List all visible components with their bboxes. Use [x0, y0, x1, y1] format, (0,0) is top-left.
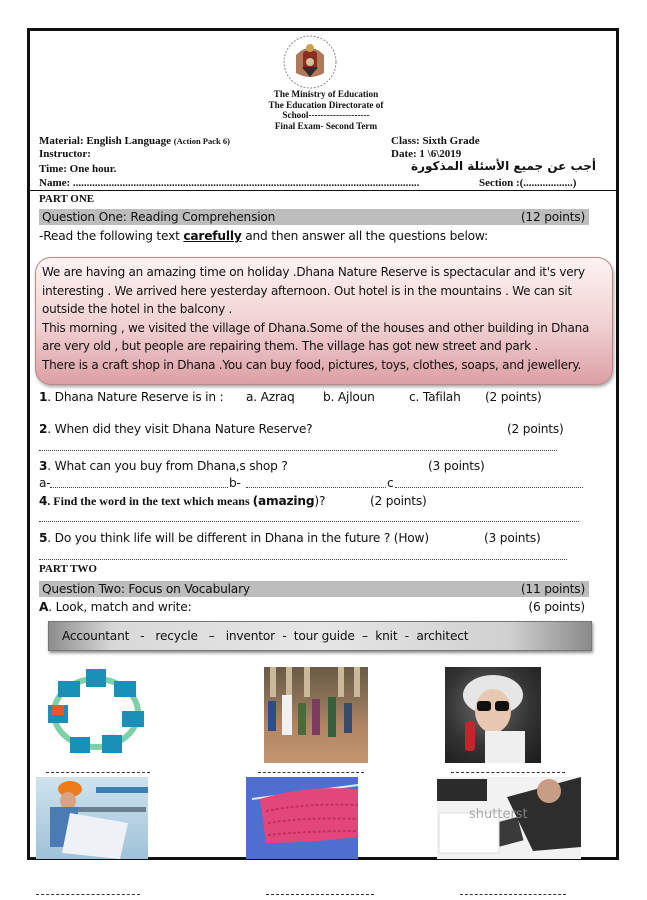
- question-text: . When did they visit Dhana Nature Reserve?: [47, 422, 313, 436]
- question-two-title: Question Two: Focus on Vocabulary: [42, 582, 250, 596]
- question-number: 5: [39, 531, 48, 545]
- passage-line: This morning , we visited the village of Dhana.Some of the houses and other building in Dhana: [42, 320, 590, 335]
- question-one-points: (12 points): [520, 210, 585, 224]
- word-bank-box: [48, 621, 592, 651]
- question-2: [39, 422, 599, 436]
- recycle-cycle-picture: [42, 667, 150, 759]
- instruction-text-end: and then answer all the questions below:: [241, 229, 488, 243]
- question-number: 4: [39, 494, 48, 508]
- question-text: . Find the word in the text which means: [47, 494, 253, 508]
- header-divider: [30, 190, 616, 191]
- knitting-picture: [246, 777, 358, 859]
- question-text-end: )?: [314, 494, 326, 508]
- date-field: Date: 1 \6\2019: [391, 148, 462, 160]
- class-field: Class: Sixth Grade: [391, 135, 480, 147]
- time-field: Time: One hour.: [39, 163, 117, 175]
- reading-passage-box: [35, 257, 613, 385]
- passage-line: There is a craft shop in Dhana .You can buy food, pictures, toys, clothes, soaps, and jewellery.: [42, 357, 582, 372]
- question-text: . Dhana Nature Reserve is in :: [47, 390, 224, 404]
- answer-line-b[interactable]: [246, 487, 386, 488]
- question-5: [39, 531, 599, 545]
- answer-label-b: b-: [229, 476, 241, 490]
- reading-instruction: [39, 229, 488, 243]
- answer-line-picture-3[interactable]: [451, 772, 565, 773]
- question-one-bar: [39, 209, 589, 225]
- architect-picture: [36, 777, 148, 859]
- vocab-sub-question: [39, 600, 589, 614]
- question-3-answers: [39, 476, 584, 490]
- passage-line: outside the hotel in the balcony .: [42, 302, 233, 316]
- sub-question-text: . Look, match and write:: [48, 600, 192, 614]
- question-two-bar: [39, 581, 589, 597]
- answer-line-picture-6[interactable]: [460, 894, 566, 895]
- sub-question-points: (6 points): [528, 600, 585, 614]
- question-3: [39, 459, 599, 473]
- tour-group-picture: [264, 667, 368, 763]
- instructor-field: Instructor:: [39, 148, 91, 160]
- ministry-title: The Ministry of Education: [273, 89, 379, 99]
- option-c[interactable]: c. Tafilah: [409, 390, 461, 404]
- sub-question-label: A: [39, 600, 49, 614]
- answer-line-5[interactable]: [39, 559, 567, 560]
- arabic-instruction: أجب عن جميع الأسئلة المذكورة: [411, 159, 596, 173]
- option-a[interactable]: a. Azraq: [246, 390, 295, 404]
- answer-line-a[interactable]: [50, 487, 228, 488]
- passage-line: are very old , but people are repairing them. The village has got new street and park .: [42, 339, 538, 353]
- passage-line: interesting . We arrived here yesterday afternoon. Out hotel is in the mountains . We can sit: [42, 283, 572, 298]
- answer-label-a: a-: [39, 476, 51, 490]
- school-line: School--------------------: [282, 110, 370, 121]
- question-number: 2: [39, 422, 48, 436]
- answer-line-picture-2[interactable]: [258, 772, 364, 773]
- watermark-text: shutterst: [469, 807, 528, 822]
- part-two-title: PART TWO: [39, 563, 97, 575]
- part-one-title: PART ONE: [39, 193, 95, 205]
- answer-line-picture-5[interactable]: [266, 894, 374, 895]
- question-4: [39, 494, 599, 509]
- material-note: (Action Pack 6): [173, 136, 230, 146]
- section-field[interactable]: Section :(..................): [479, 177, 577, 189]
- question-1: [39, 390, 599, 404]
- answer-line-2[interactable]: [39, 450, 557, 451]
- directorate-title: The Education Directorate of: [268, 99, 384, 110]
- question-points: (2 points): [507, 422, 564, 436]
- question-number: 3: [39, 459, 48, 473]
- passage-line: We are having an amazing time on holiday .Dhana Nature Reserve is spectacular and it's very: [42, 265, 585, 279]
- answer-line-picture-4[interactable]: [36, 894, 140, 895]
- question-points: (3 points): [428, 459, 485, 473]
- accountant-picture: [437, 777, 581, 859]
- exam-page-border: [27, 28, 619, 860]
- instruction-text: -Read the following text: [39, 229, 184, 243]
- option-b[interactable]: b. Ajloun: [323, 390, 375, 404]
- answer-line-4[interactable]: [39, 521, 579, 522]
- answer-line-picture-1[interactable]: [46, 772, 150, 773]
- material-field: [39, 135, 230, 148]
- question-keyword: (amazing: [252, 494, 315, 508]
- question-points: (3 points): [484, 531, 541, 545]
- question-number: 1: [39, 390, 48, 404]
- question-points: (2 points): [485, 390, 542, 404]
- question-text: . What can you buy from Dhana,s shop ?: [47, 459, 288, 473]
- material-label: Material: English Language: [39, 135, 172, 147]
- inventor-picture: [445, 667, 541, 763]
- name-field[interactable]: Name: ..............................................................................................................................: [39, 177, 420, 189]
- answer-label-c: c: [387, 476, 394, 490]
- question-two-points: (11 points): [520, 582, 585, 596]
- ministry-emblem-icon: [280, 33, 340, 91]
- question-one-title: Question One: Reading Comprehension: [42, 210, 276, 224]
- answer-line-c[interactable]: [395, 487, 583, 488]
- question-points: (2 points): [370, 494, 427, 508]
- header-center-block: [30, 89, 622, 131]
- instruction-emphasis: carefully: [183, 229, 242, 243]
- exam-title: Final Exam- Second Term: [274, 120, 378, 131]
- word-bank-text: Accountant - recycle – inventor - tour guide – knit - architect: [62, 629, 469, 643]
- question-text: . Do you think life will be different in Dhana in the future ? (How): [47, 531, 429, 545]
